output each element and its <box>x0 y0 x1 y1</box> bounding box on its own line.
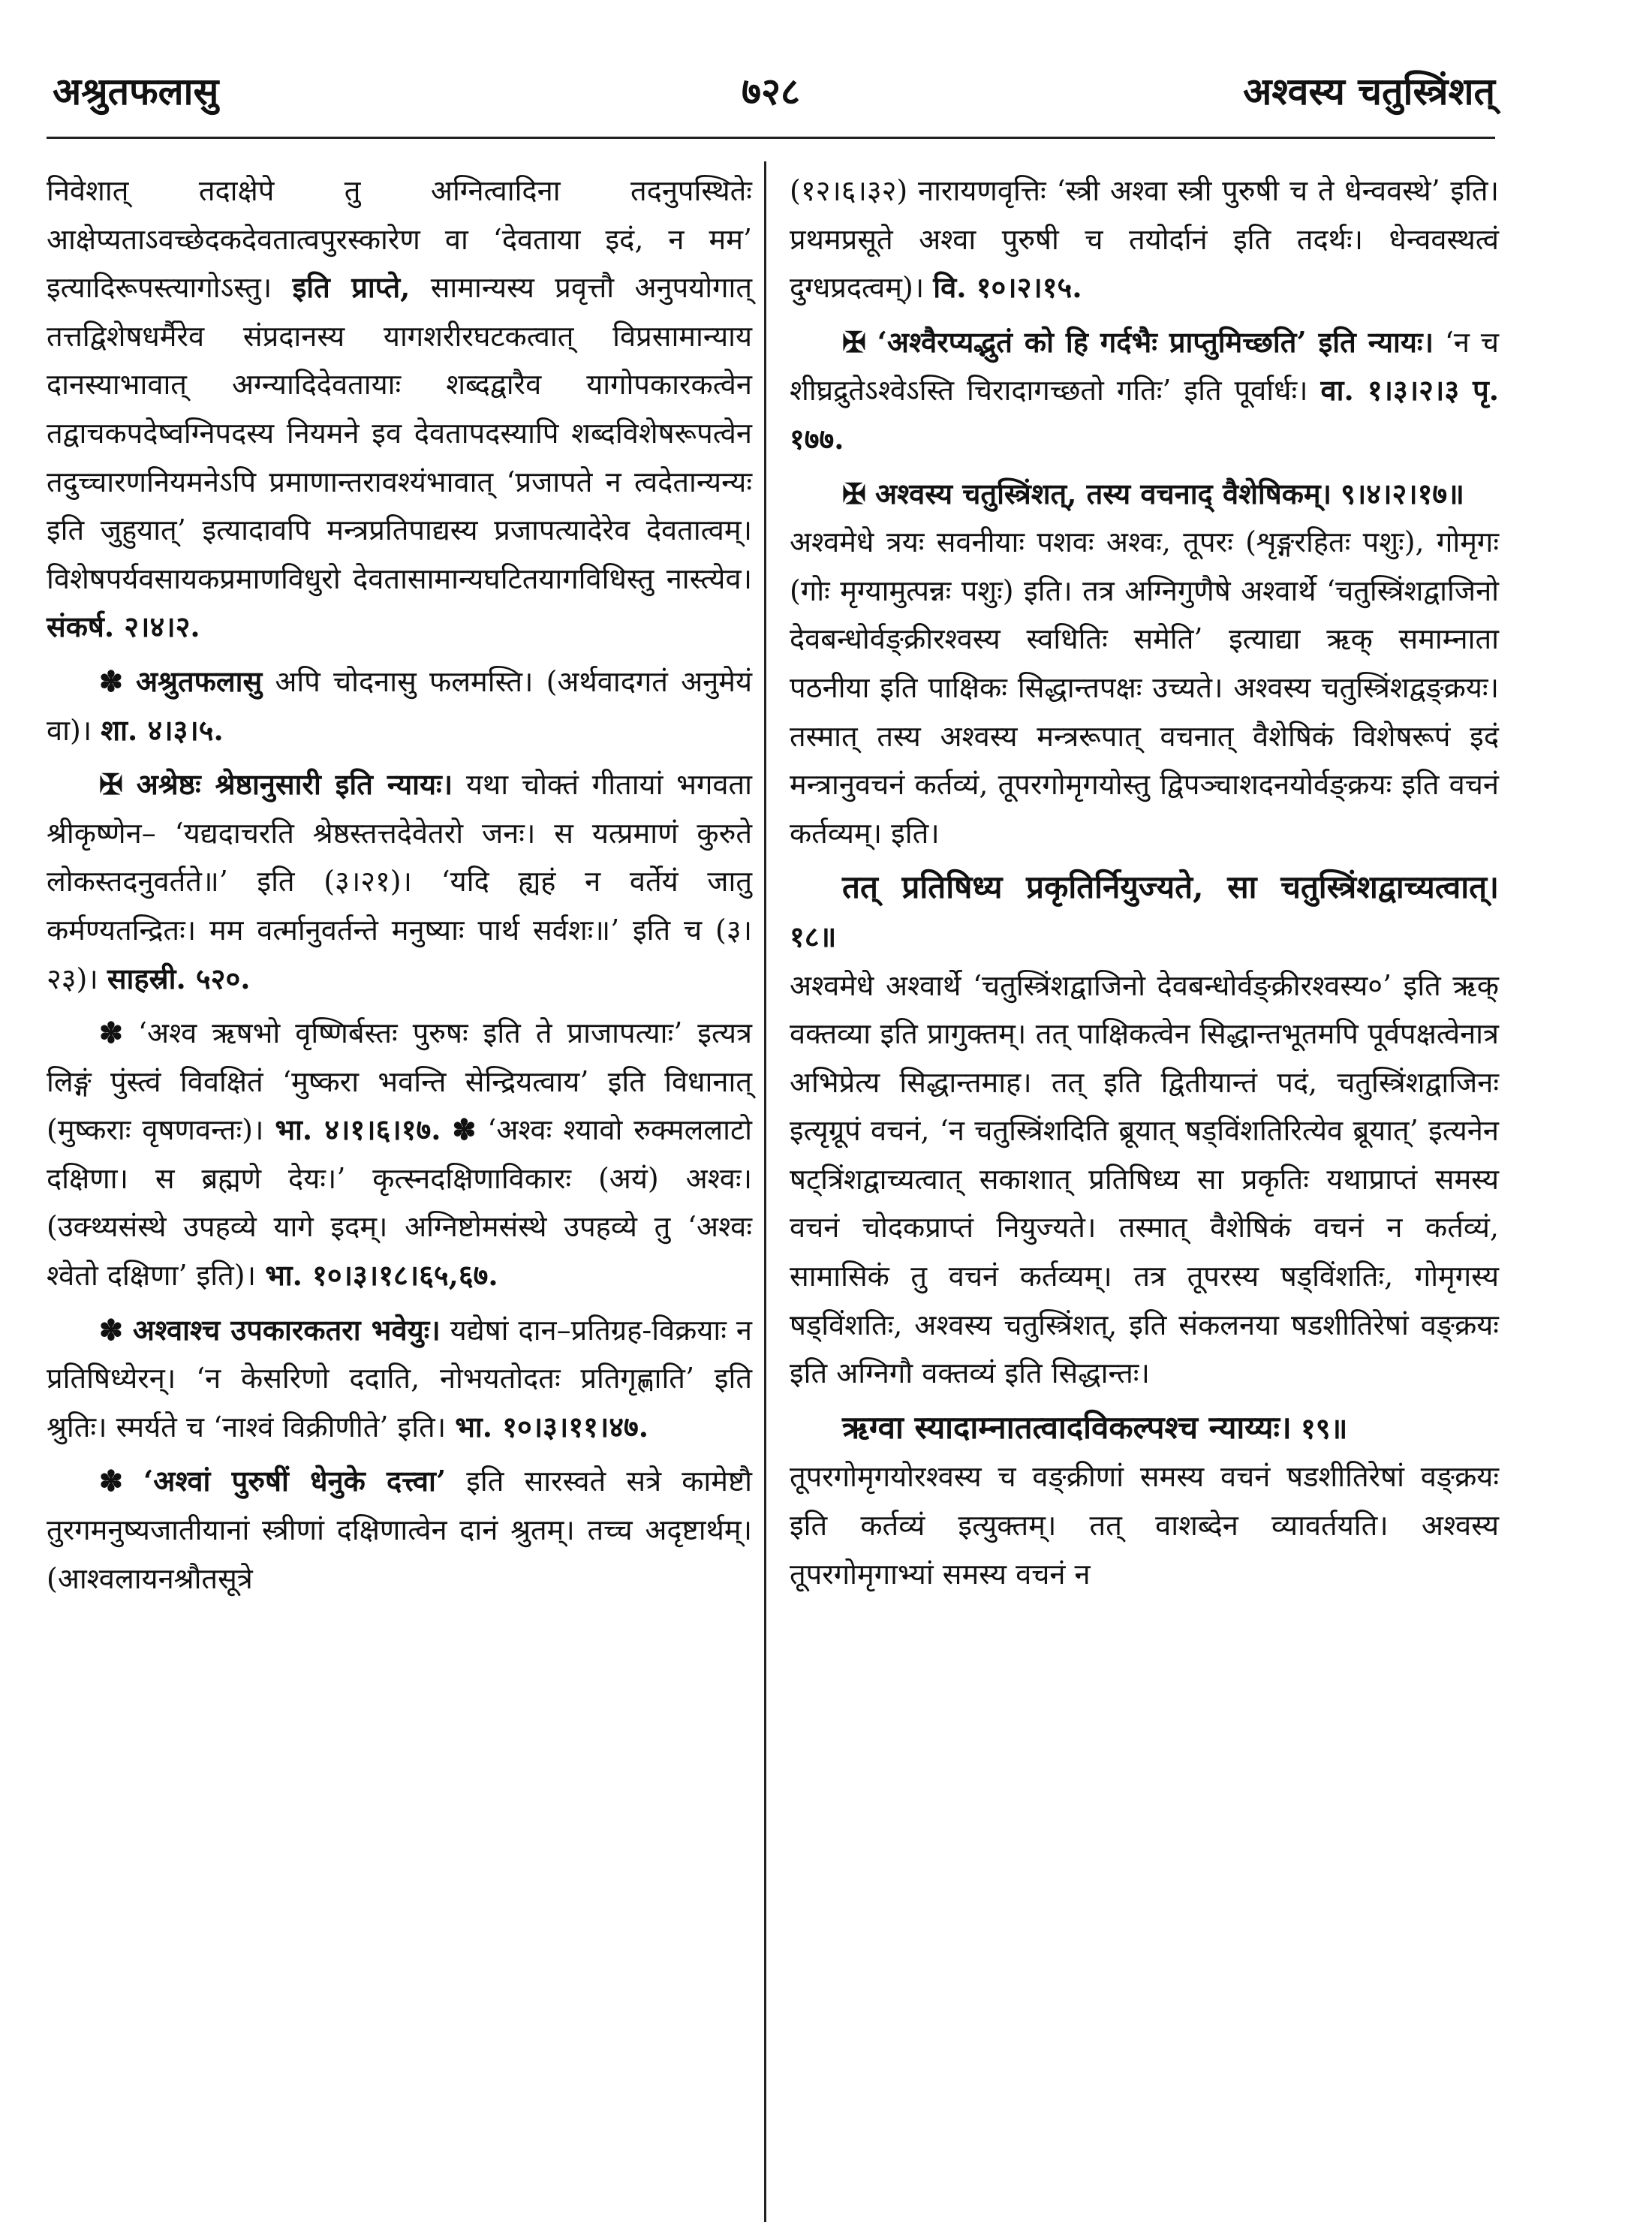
entry-headword: ‘अश्वैरप्यद्भुतं को हि गर्दभैः प्राप्तुमिच्छति’ इति न्यायः। <box>877 324 1434 359</box>
entry-text: यद्येषां दान–प्रतिग्रह-विक्रयाः न प्रतिषिध्येरन्। ‘न केसरिणो ददाति, नोभयतोदतः प्रतिगृह्णाति’ इति श्रुतिः। स्मर्यते च ‘नाश्वं विक्रीणीते’ इति। <box>47 1313 752 1444</box>
entry-text: तूपरगोमृगयोरश्वस्य च वङ्क्रीणां समस्य वचनं षडशीतिरेषां वङ्क्रयः इति कर्तव्यं इत्युक्तम्। तत् वाशब्देन व्यावर्तयति। अश्वस्य तूपरगोमृगाभ्यां समस्य वचनं न <box>790 1460 1499 1591</box>
left-column <box>47 167 752 1609</box>
entry-continuation <box>47 167 752 652</box>
entry-reference: वि. १०।२।१५. <box>933 270 1082 305</box>
entry-headword: अश्रुतफलासु <box>136 664 263 698</box>
entry-reference: संकर्ष. २।४।२. <box>47 610 200 644</box>
header-right-keyword: अश्वस्य चतुस्त्रिंशत् <box>1243 69 1495 113</box>
entry-text: अश्वमेधे अश्वार्थे ‘चतुस्त्रिंशद्वाजिनो देवबन्धोर्वङ्क्रीरश्वस्य०’ इति ऋक् वक्तव्या इति प्रागुक्तम्। तत् पाक्षिकत्वेन सिद्धान्तभूतमपि पूर्वपक्षत्वेनात्र अभिप्रेत्य सिद्धान्तमाह। तत् इति द्वितीयान्तं पदं, चतुस्त्रिंशद्वाजिनः इत्यृग्रूपं वचनं, ‘न चतुस्त्रिंशदिति ब्रूयात् षड्विंशतिरित्येव ब्रूयात्’ इत्यनेन षट्त्रिंशद्वाच्यत्वात् सकाशात् प्रतिषिध्य सा प्रकृतिः यथाप्राप्तं समस्य वचनं चोदकप्राप्तं नियुज्यते। तस्मात् वैशेषिकं वचनं न कर्तव्यं, सामासिकं तु वचनं कर्तव्यम्। तत्र तूपरस्य षड्विंशतिः, गोमृगस्य षड्विंशतिः, अश्वस्य चतुस्त्रिंशत्, इति संकलनया षडशीतिरेषां वङ्क्रयः इति अग्निगौ वक्तव्यं इति सिद्धान्तः। <box>790 968 1499 1390</box>
entry-headword: अश्रेष्ठः श्रेष्ठानुसारी इति न्यायः। <box>136 767 453 802</box>
entry <box>790 470 1499 858</box>
cross-mark-icon: ✠ <box>842 476 866 510</box>
entry-headword: ‘अश्वां पुरुषीं धेनुके दत्त्वा’ <box>143 1464 447 1498</box>
entry-reference: भा. १०।३।११।४७. <box>455 1409 648 1444</box>
sutra-number: १८॥ <box>790 919 837 953</box>
header-left-keyword: अश्रुतफलासु <box>53 69 219 113</box>
entry-bold-text: इति प्राप्ते, <box>292 270 411 305</box>
entry-reference: ९।४।२।१७॥ <box>1341 476 1464 510</box>
column-divider <box>764 161 766 2222</box>
entry-text: निवेशात् तदाक्षेपे तु अग्नित्वादिना तदनुपस्थितेः आक्षेप्यताऽवच्छेदकदेवतात्वपुरस्कारेण वा ‘देवताया इदं, न मम’ इत्यादिरूपस्त्यागोऽस्तु। <box>47 174 752 305</box>
entry-reference: वा. १।३।२।३ पृ. १७७. <box>790 373 1499 456</box>
entry-text: अपि चोदनासु फलमस्ति। (अर्थवादगतं अनुमेयं वा)। <box>47 664 752 747</box>
entry <box>47 1009 752 1300</box>
entry-text: सामान्यस्य प्रवृत्तौ अनुपयोगात् तत्तद्विशेषधर्मैरेव संप्रदानस्य यागशरीरघटकत्वात् विप्रसामान्याय दानस्याभावात् अग्न्यादिदेवतायाः शब्दद्वारैव यागोपकारकत्वेन तद्वाचकपदेष्वग्निपदस्य नियमने इव देवतापदस्यापि शब्दविशेषरूपत्वेन तदुच्चारणनियमनेऽपि प्रमाणान्तरावश्यंभावात् ‘प्रजापते न त्वदेतान्यन्यः इति जुहुयात्’ इत्यादावपि मन्त्रप्रतिपाद्यस्य प्रजापत्यादेरेव देवतात्वम्। विशेषपर्यवसायकप्रमाणविधुरो देवतासामान्यघटितयागविधिस्तु नास्त्येव। <box>47 271 752 595</box>
cross-mark-icon: ✠ <box>99 767 123 802</box>
asterisk-mark-icon: ✽ <box>99 1016 123 1050</box>
asterisk-mark-icon: ✽ <box>452 1112 477 1147</box>
entry-reference: भा. १०।३।१८।६५,६७. <box>265 1258 498 1293</box>
entry <box>790 318 1499 464</box>
entry-text: इति सारस्वते सत्रे कामेष्टौ तुरगमनुष्यजातीयानां स्त्रीणां दक्षिणात्वेन दानं श्रुतम्। तच्च अदृष्टार्थम्। (आश्वलायनश्रौतसूत्रे <box>47 1465 752 1595</box>
asterisk-mark-icon: ✽ <box>99 664 123 698</box>
entry-headword: अश्वाश्च उपकारकतरा भवेयुः। <box>132 1312 441 1347</box>
entry-reference: साहस्री. ५२०. <box>107 961 251 995</box>
entry-text: यथा चोक्तं गीतायां भगवता श्रीकृष्णेन– ‘यद्यदाचरति श्रेष्ठस्तत्तदेवेतरो जनः। स यत्प्रमाणं कुरुते लोकस्तदनुवर्तते॥’ इति (३।२१)। ‘यदि ह्यहं न वर्तेयं जातु कर्मण्यतन्द्रितः। मम वर्त्मानुवर्तन्ते मनुष्याः पार्थ सर्वशः॥’ इति च (३।२३)। <box>47 768 753 995</box>
entry-text: (१२।६।३२) नारायणवृत्तिः ‘स्त्री अश्वा स्त्री पुरुषी च ते धेन्ववस्थे’ इति। प्रथमप्रसूते अश्वा पुरुषी च तयोर्दानं इति तदर्थः। धेन्ववस्थत्वं दुग्धप्रदत्वम्)। <box>790 174 1499 305</box>
sutra-title: ऋग्वा स्यादाम्नातत्वादविकल्पश्च न्याय्यः। <box>842 1408 1292 1446</box>
entry <box>47 658 752 754</box>
page-number: ७२८ <box>742 69 800 113</box>
sutra-title: तत् प्रतिषिध्य प्रकृतिर्नियुज्यते, सा चतुस्त्रिंशद्वाच्यत्वात्। <box>842 869 1499 906</box>
sutra-number: १९॥ <box>1300 1411 1348 1445</box>
entry-text: ‘अश्वः श्यावो रुक्मललाटो दक्षिणा। स ब्रह्मणे देयः।’ कृत्स्नदक्षिणाविकारः (अयं) अश्वः। (उक्थ्यसंस्थे उपहव्ये यागे इदम्। अग्निष्टोमसंस्थे उपहव्ये तु ‘अश्वः श्वेतो दक्षिणा’ इति)। <box>47 1113 752 1293</box>
running-header <box>47 65 1495 132</box>
entry-text: ‘न च शीघ्रद्रुतेऽश्वेऽस्ति चिरादागच्छतो गतिः’ इति पूर्वार्धः। <box>790 325 1499 408</box>
cross-mark-icon: ✠ <box>842 324 866 359</box>
header-rule <box>47 137 1495 139</box>
entry <box>47 1457 752 1603</box>
entry-headword: अश्वस्य चतुस्त्रिंशत्, तस्य वचनाद् वैशेषिकम्। <box>874 476 1332 510</box>
entry <box>47 1306 752 1452</box>
entry-text: ‘अश्व ऋषभो वृष्णिर्बस्तः पुरुषः इति ते प्राजापत्याः’ इत्यत्र लिङ्गं पुंस्त्वं विवक्षितं ‘मुष्करा भवन्ति सेन्द्रियत्वाय’ इति विधानात् (मुष्कराः वृषणवन्तः)। <box>47 1016 752 1147</box>
asterisk-mark-icon: ✽ <box>99 1312 123 1347</box>
entry-text: अश्वमेधे त्रयः सवनीयाः पशवः अश्वः, तूपरः (शृङ्गरहितः पशुः), गोमृगः (गोः मृग्यामुत्पन्नः पशुः) इति। तत्र अग्निगुणैषे अश्वार्थे ‘चतुस्त्रिंशद्वाजिनो देवबन्धोर्वङ्क्रीरश्वस्य स्वधितिः समेति’ इत्याद्या ऋक् समाम्नाता पठनीया इति पाक्षिकः सिद्धान्तपक्षः उच्यते। अश्वस्य चतुस्त्रिंशद्वङ्क्रयः। तस्मात् तस्य अश्वस्य मन्त्ररूपात् वचनात् वैशेषिकं विशेषरूपं इदं मन्त्रानुवचनं कर्तव्यं, तूपरगोमृगयोस्तु द्विपञ्चाशदनयोर्वङ्क्रयः इति वचनं कर्तव्यम्। इति। <box>790 525 1499 850</box>
entry <box>47 760 752 1003</box>
sutra-entry <box>790 863 1499 1398</box>
asterisk-mark-icon: ✽ <box>99 1464 123 1498</box>
entry-continuation <box>790 167 1499 312</box>
sutra-entry <box>790 1404 1499 1598</box>
entry-reference: भा. ४।१।६।१७. <box>275 1112 441 1147</box>
right-column <box>790 167 1499 1604</box>
entry-reference: शा. ४।३।५. <box>101 712 224 747</box>
